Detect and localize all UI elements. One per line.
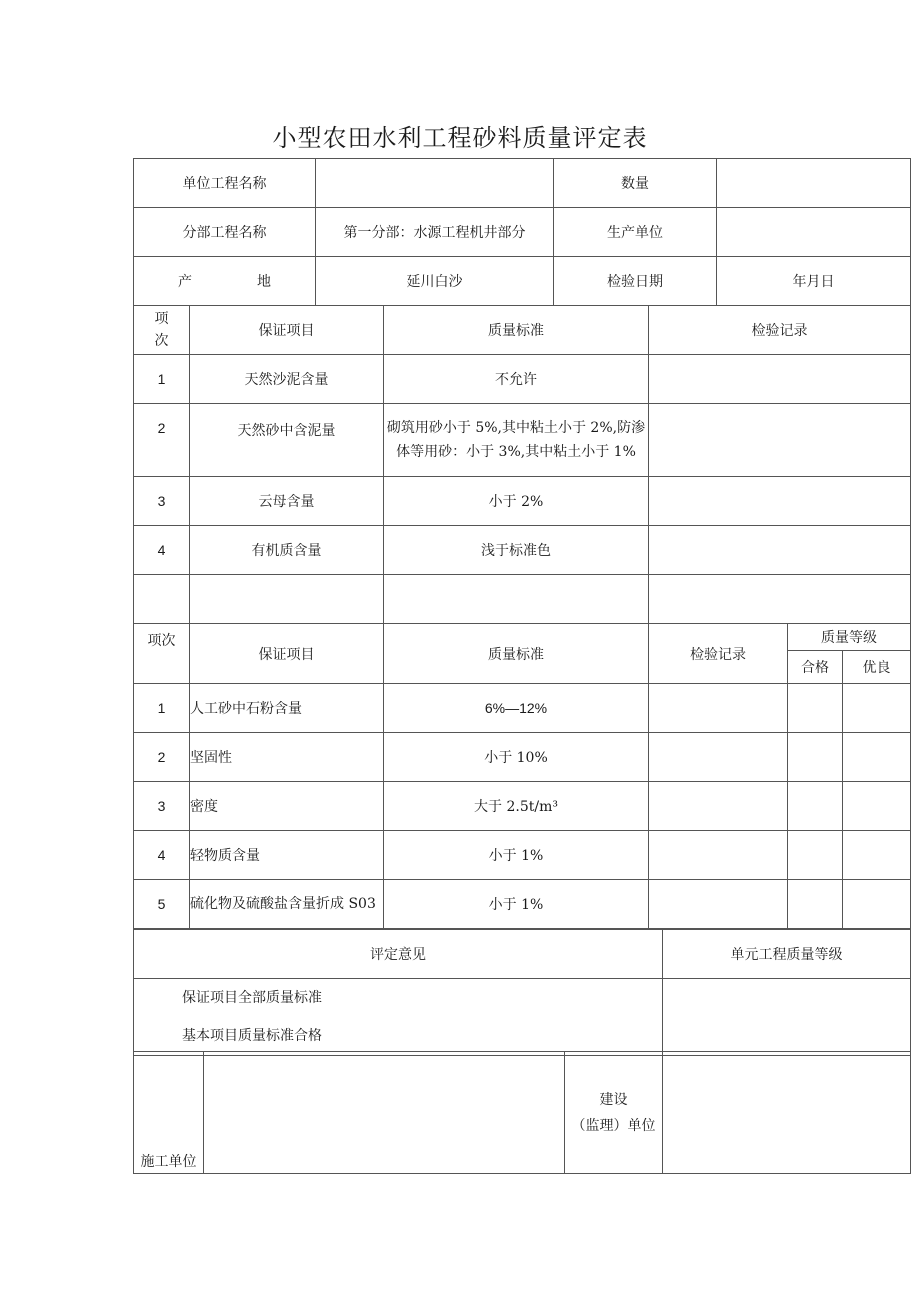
row-excellent[interactable] [843, 733, 911, 782]
table-row [134, 782, 911, 831]
row-no: 2 [134, 404, 190, 477]
opinion-content[interactable] [134, 979, 663, 1056]
grade-value[interactable] [663, 979, 911, 1056]
row-no[interactable] [134, 575, 190, 624]
row-excellent[interactable] [843, 831, 911, 880]
col-excellent-header: 优良 [843, 651, 911, 684]
row-record[interactable] [649, 782, 788, 831]
page-title: 小型农田水利工程砂料质量评定表 [272, 124, 648, 152]
evaluation-table [133, 929, 911, 1056]
col-record-header: 检验记录 [649, 306, 911, 355]
row-record[interactable] [649, 355, 911, 404]
table-row [134, 831, 911, 880]
origin-label [134, 257, 316, 306]
unit-project-value[interactable] [316, 159, 554, 208]
row-item: 有机质含量 [190, 526, 384, 575]
inspect-date-label: 检验日期 [554, 257, 717, 306]
supervision-label [565, 1052, 663, 1174]
col-item-header: 保证项目 [190, 624, 384, 684]
row-no: 5 [134, 880, 190, 929]
col-pass-header: 合格 [788, 651, 843, 684]
row-no: 2 [134, 733, 190, 782]
row-no: 4 [134, 526, 190, 575]
row-record[interactable] [649, 733, 788, 782]
sub-project-label: 分部工程名称 [134, 208, 316, 257]
row-item: 轻物质含量 [190, 831, 384, 880]
col-no-header [134, 306, 190, 355]
row-no: 1 [134, 355, 190, 404]
row-no: 3 [134, 477, 190, 526]
row-item: 云母含量 [190, 477, 384, 526]
section2-table [133, 623, 911, 929]
row-excellent[interactable] [843, 684, 911, 733]
row-standard: 小于 1% [384, 831, 649, 880]
quantity-value[interactable] [717, 159, 911, 208]
col-no-b: 次 [154, 333, 169, 349]
origin-value[interactable]: 延川白沙 [316, 257, 554, 306]
row-standard[interactable] [384, 575, 649, 624]
row-item: 密度 [190, 782, 384, 831]
row-record[interactable] [649, 404, 911, 477]
row-no: 1 [134, 684, 190, 733]
row-pass[interactable] [788, 684, 843, 733]
row-item: 天然砂中含泥量 [190, 404, 384, 477]
grade-label: 单元工程质量等级 [663, 930, 911, 979]
row-item: 天然沙泥含量 [190, 355, 384, 404]
row-item[interactable] [190, 575, 384, 624]
sub-project-value[interactable]: 第一分部：水源工程机井部分 [316, 208, 554, 257]
construction-signature[interactable] [204, 1052, 565, 1174]
origin-label-a: 产 [178, 274, 192, 290]
row-item: 硫化物及硫酸盐含量折成 S03 [190, 880, 384, 929]
producer-value[interactable] [717, 208, 911, 257]
row-record[interactable] [649, 526, 911, 575]
opinion-line-2: 基本项目质量标准合格 [182, 1028, 322, 1044]
inspect-date-value[interactable]: 年月日 [717, 257, 911, 306]
row-standard: 小于 2% [384, 477, 649, 526]
row-item: 人工砂中石粉含量 [190, 684, 384, 733]
row-standard: 大于 2.5t/m³ [384, 782, 649, 831]
table-row-empty [134, 575, 911, 624]
row-no: 3 [134, 782, 190, 831]
row-standard: 浅于标准色 [384, 526, 649, 575]
quantity-label: 数量 [554, 159, 717, 208]
col-no-header: 项次 [134, 624, 190, 684]
row-pass[interactable] [788, 880, 843, 929]
row-pass[interactable] [788, 782, 843, 831]
header-table [133, 158, 911, 306]
row-pass[interactable] [788, 733, 843, 782]
table-row [134, 526, 911, 575]
section1-table [133, 305, 911, 624]
row-record[interactable] [649, 880, 788, 929]
unit-project-label: 单位工程名称 [134, 159, 316, 208]
construction-label: 施工单位 [134, 1052, 204, 1174]
row-pass[interactable] [788, 831, 843, 880]
row-item: 坚固性 [190, 733, 384, 782]
opinion-line-1: 保证项目全部质量标准 [182, 990, 322, 1006]
col-record-header: 检验记录 [649, 624, 788, 684]
table-row [134, 684, 911, 733]
table-row [134, 477, 911, 526]
col-item-header: 保证项目 [190, 306, 384, 355]
row-standard: 小于 1% [384, 880, 649, 929]
col-no-a: 项 [154, 311, 169, 327]
row-record[interactable] [649, 575, 911, 624]
row-no: 4 [134, 831, 190, 880]
supervision-label-b: （监理）单位 [571, 1117, 656, 1134]
supervision-label-a: 建设 [599, 1091, 628, 1108]
table-row [134, 880, 911, 929]
table-row [134, 355, 911, 404]
col-grade-header: 质量等级 [788, 624, 911, 651]
col-standard-header: 质量标准 [384, 306, 649, 355]
table-row [134, 733, 911, 782]
row-excellent[interactable] [843, 880, 911, 929]
row-standard: 6%—12% [384, 684, 649, 733]
row-record[interactable] [649, 831, 788, 880]
row-standard: 小于 10% [384, 733, 649, 782]
producer-label: 生产单位 [554, 208, 717, 257]
row-record[interactable] [649, 684, 788, 733]
origin-label-b: 地 [257, 274, 271, 290]
opinion-label: 评定意见 [134, 930, 663, 979]
footer-table [133, 1051, 911, 1174]
row-standard: 不允许 [384, 355, 649, 404]
supervision-signature[interactable] [663, 1052, 911, 1174]
row-record[interactable] [649, 477, 911, 526]
col-standard-header: 质量标准 [384, 624, 649, 684]
table-row [134, 404, 911, 477]
row-standard: 砌筑用砂小于 5%,其中粘土小于 2%,防渗体等用砂：小于 3%,其中粘土小于 1% [384, 404, 649, 477]
row-excellent[interactable] [843, 782, 911, 831]
